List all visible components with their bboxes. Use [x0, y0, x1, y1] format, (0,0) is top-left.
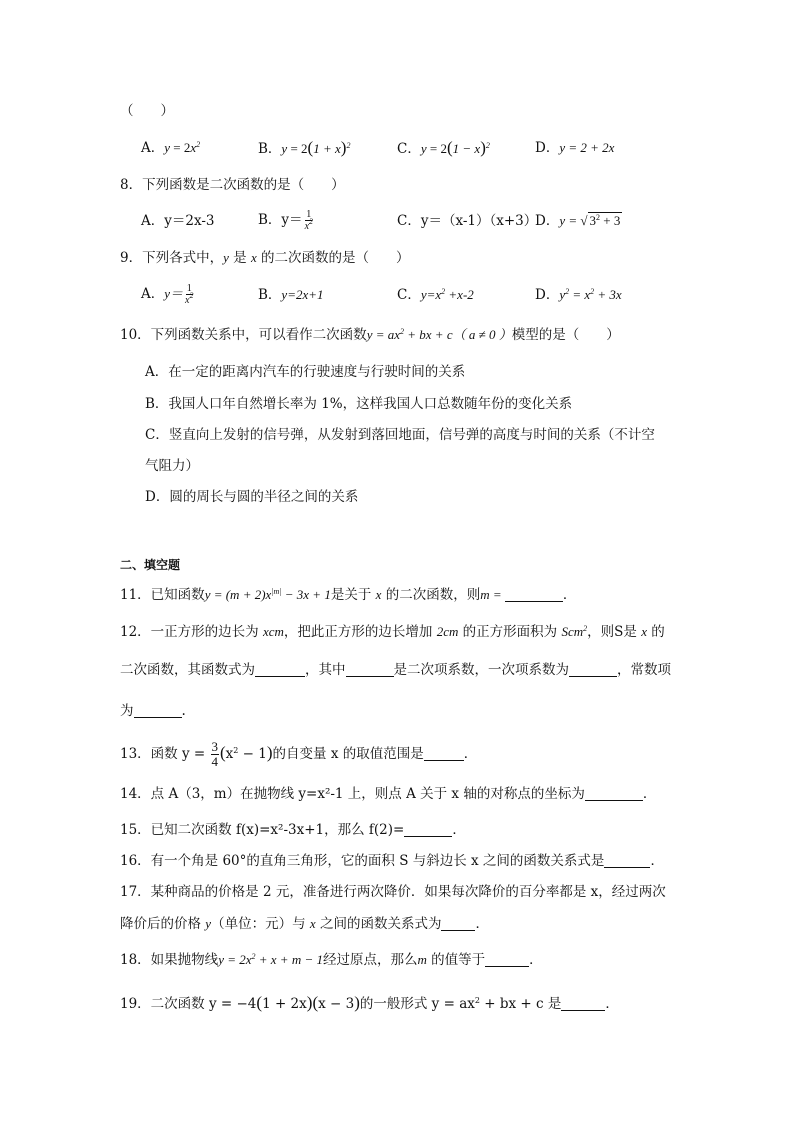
option-formula: $y^2 = x^2 + 3x$ — [559, 287, 622, 302]
answer-blank[interactable] — [604, 853, 650, 868]
answer-blank[interactable] — [505, 587, 563, 602]
option-formula: $y = 2(1 + x)^2$ — [281, 138, 351, 157]
option-formula: $y=x^2 +x-2$ — [420, 287, 474, 302]
answer-blank[interactable] — [134, 703, 182, 718]
answer-blank[interactable] — [585, 786, 643, 801]
option-letter: D． — [535, 140, 560, 156]
q7-option-a — [141, 138, 200, 158]
q7-option-d — [535, 138, 614, 158]
q9-stem: 9．下列各式中，y 是 x 的二次函数的是（ ） — [120, 250, 410, 266]
option-formula: y＝（x-1）（x+3） — [420, 213, 538, 229]
option-prefix: y＝ — [164, 286, 184, 301]
option-letter: C． — [397, 141, 421, 157]
q8-option-b — [258, 205, 315, 235]
q9-option-d — [535, 285, 622, 305]
section-heading: 二、填空题 — [120, 558, 181, 572]
option-letter: A． — [141, 286, 165, 302]
answer-blank[interactable] — [255, 662, 305, 677]
option-formula: $y = 2x^2$ — [164, 140, 201, 155]
answer-blank[interactable] — [346, 662, 394, 677]
q10-option-c-line2: 气阻力） — [145, 458, 199, 474]
fraction: $\frac{1}{x^2}$ — [304, 209, 314, 232]
option-formula: $y = 2(1 - x)^2$ — [420, 138, 490, 157]
sqrt-symbol: √ $3^2 + 3$ — [580, 213, 621, 228]
option-letter: D． — [535, 213, 560, 229]
answer-blank[interactable] — [424, 746, 464, 761]
q7-option-c — [397, 138, 490, 159]
answer-blank[interactable] — [441, 916, 475, 931]
option-letter: B． — [258, 141, 282, 157]
q11: 11．已知函数$y = (m + 2)x^{|m|} - 3x + 1$是关于 x 的二次函数，则m = ． — [120, 587, 577, 603]
option-formula: y=2x+1 — [281, 287, 324, 302]
q19: 19．二次函数 y = −4(1 + 2x)(x − 3)的一般形式 $y = ax^2$ + bx + c 是 ． — [120, 993, 619, 1012]
q9-option-c — [397, 285, 474, 305]
option-letter: D． — [535, 287, 560, 303]
option-letter: B． — [258, 212, 282, 228]
q8-option-d — [535, 211, 622, 231]
q11-formula: $y = (m + 2)x^{|m|} - 3x + 1$ — [204, 587, 331, 602]
option-letter: A． — [141, 140, 165, 156]
q10-option-b: B．我国人口年自然增长率为 1%，这样我国人口总数随年份的变化关系 — [145, 396, 573, 412]
q8-option-a — [141, 211, 215, 231]
q10-formula: $y = ax^2$ + bx + c — [366, 327, 453, 342]
q14: 14．点 A（3，m）在抛物线 y=x²-1 上，则点 A 关于 x 轴的对称点的坐标为 ． — [120, 786, 657, 802]
q9-option-b — [258, 285, 324, 305]
fraction: $\frac{3}{4}$ — [211, 739, 218, 769]
q16: 16．有一个角是 60°的直角三角形，它的面积 S 与斜边长 x 之间的函数关系式是 ． — [120, 853, 664, 869]
answer-blank[interactable] — [569, 662, 617, 677]
answer-blank[interactable] — [404, 822, 452, 837]
q10-stem: 10．下列函数关系中，可以看作二次函数$y = ax^2$ + bx + c（ a ≠ 0 ）模型的是（ ） — [120, 327, 620, 343]
answer-blank[interactable] — [561, 996, 605, 1011]
q15: 15．已知二次函数 f(x)=x²-3x+1，那么 f(2)= ． — [120, 822, 466, 838]
q7-option-b — [258, 138, 350, 159]
q18: 18．如果抛物线$y = 2x^2 + x + m - 1$经过原点，那么m 的值等于 ． — [120, 952, 543, 968]
q17-line2: 降价后的价格 y（单位：元）与 x 之间的函数关系式为 ． — [120, 916, 489, 932]
fraction: $\frac{1}{x^2}$ — [185, 283, 194, 306]
q17-line1: 17．某种商品的价格是 2 元，准备进行两次降价．如果每次降价的百分率都是 x，经过两次 — [120, 884, 666, 900]
q8-option-c — [397, 211, 537, 231]
option-letter: C． — [397, 213, 421, 229]
q10-option-c-line1: C．竖直向上发射的信号弹，从发射到落回地面，信号弹的高度与时间的关系（不计空 — [145, 427, 655, 443]
option-formula: y = √ $3^2 + 3$ — [559, 213, 622, 228]
q8-stem: 8．下列函数是二次函数的是（ ） — [120, 177, 345, 193]
q12-line3: 为 . — [120, 703, 186, 719]
option-letter: A． — [141, 213, 165, 229]
q12-line2: 二次函数，其函数式为 ，其中 是二次项系数，一次项系数为 ，常数项 — [120, 662, 671, 678]
q10-option-a: A．在一定的距离内汽车的行驶速度与行驶时间的关系 — [145, 364, 466, 380]
q18-formula: $y = 2x^2 + x + m - 1$ — [218, 952, 323, 967]
option-formula: y = 2 + 2x — [559, 140, 615, 155]
continued-stem-paren: （ ） — [120, 103, 174, 119]
q12-line1: 12．一正方形的边长为 xcm，把此正方形的边长增加 2cm 的正方形面积为 Scm$^2$，则S是 x 的 — [120, 624, 665, 640]
option-letter: C． — [397, 287, 421, 303]
q10-option-d: D．圆的周长与圆的半径之间的关系 — [145, 489, 359, 505]
option-prefix: y＝ — [281, 212, 303, 228]
q9-option-a — [141, 279, 195, 309]
option-letter: B． — [258, 287, 282, 303]
option-formula: y＝2x-3 — [164, 213, 215, 229]
answer-blank[interactable] — [485, 952, 529, 967]
q13: 13．函数 y = $\frac{3}{4}$ $(x^2 - 1)$的自变量 x 的取值范围是 ． — [120, 739, 478, 769]
